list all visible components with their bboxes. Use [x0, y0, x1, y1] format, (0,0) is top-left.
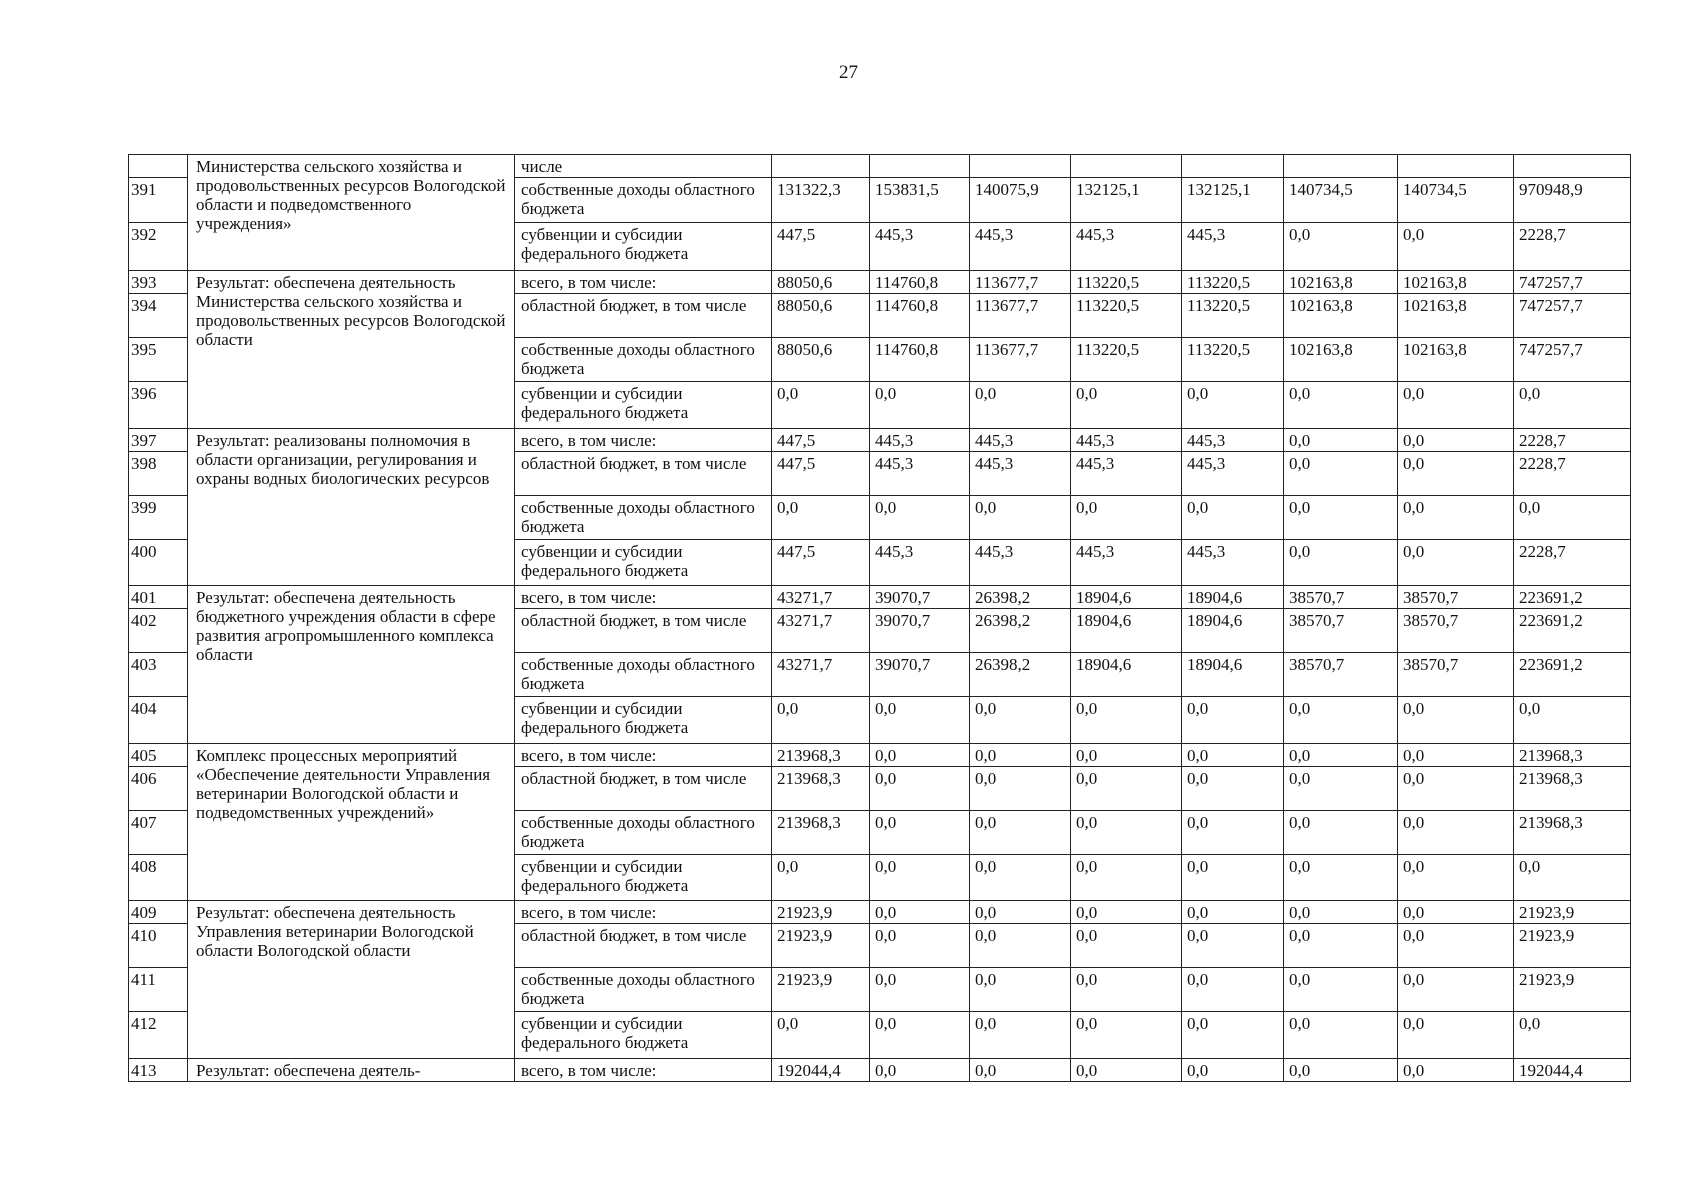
table-row	[129, 901, 1631, 924]
value-cell: 0,0	[1398, 744, 1514, 767]
value-cell	[1284, 155, 1398, 178]
value-cell: 0,0	[1284, 767, 1398, 811]
value-cell: 0,0	[1071, 697, 1182, 744]
value-cell: 0,0	[1398, 901, 1514, 924]
value-cell: 0,0	[1398, 540, 1514, 586]
funding-source: областной бюджет, в том числе	[515, 924, 772, 968]
value-cell: 0,0	[970, 968, 1071, 1012]
total-value-cell: 213968,3	[1514, 811, 1631, 855]
funding-source: всего, в том числе:	[515, 1059, 772, 1082]
row-number: 403	[129, 653, 188, 697]
value-cell: 0,0	[1071, 767, 1182, 811]
value-cell: 445,3	[970, 452, 1071, 496]
value-cell: 0,0	[1398, 1059, 1514, 1082]
funding-source: всего, в том числе:	[515, 901, 772, 924]
value-cell: 114760,8	[870, 338, 970, 382]
value-cell: 113677,7	[970, 338, 1071, 382]
value-cell: 0,0	[1284, 429, 1398, 452]
row-number: 399	[129, 496, 188, 540]
funding-source: областной бюджет, в том числе	[515, 767, 772, 811]
value-cell: 0,0	[1071, 744, 1182, 767]
value-cell: 0,0	[1071, 1012, 1182, 1059]
funding-source: субвенции и субсидии федерального бюджета	[515, 382, 772, 429]
value-cell: 26398,2	[970, 609, 1071, 653]
value-cell: 0,0	[1398, 855, 1514, 901]
value-cell: 113220,5	[1182, 271, 1284, 294]
value-cell: 0,0	[1071, 382, 1182, 429]
row-number: 407	[129, 811, 188, 855]
value-cell: 0,0	[1398, 767, 1514, 811]
value-cell: 0,0	[1071, 811, 1182, 855]
row-group-name: Результат: обеспечена деятельность Управления ветеринарии Вологодской области Вологодской области	[188, 901, 515, 1059]
value-cell: 0,0	[870, 744, 970, 767]
value-cell: 0,0	[1071, 901, 1182, 924]
total-value-cell: 223691,2	[1514, 586, 1631, 609]
value-cell: 132125,1	[1071, 178, 1182, 223]
row-group-name: Результат: обеспечена деятельность Министерства сельского хозяйства и продовольственных ресурсов Вологодской области	[188, 271, 515, 429]
row-group-name: Результат: обеспечена деятель-	[188, 1059, 515, 1082]
total-value-cell: 970948,9	[1514, 178, 1631, 223]
value-cell	[772, 155, 870, 178]
total-value-cell: 21923,9	[1514, 901, 1631, 924]
value-cell: 213968,3	[772, 767, 870, 811]
value-cell: 0,0	[1182, 697, 1284, 744]
row-number: 398	[129, 452, 188, 496]
row-number: 402	[129, 609, 188, 653]
value-cell: 445,3	[1182, 429, 1284, 452]
value-cell: 102163,8	[1284, 294, 1398, 338]
funding-source: собственные доходы областного бюджета	[515, 178, 772, 223]
row-number: 401	[129, 586, 188, 609]
value-cell: 0,0	[870, 855, 970, 901]
funding-source: субвенции и субсидии федерального бюджета	[515, 540, 772, 586]
value-cell: 113677,7	[970, 294, 1071, 338]
total-value-cell: 0,0	[1514, 855, 1631, 901]
total-value-cell: 0,0	[1514, 697, 1631, 744]
value-cell: 0,0	[1284, 1012, 1398, 1059]
value-cell: 0,0	[1284, 924, 1398, 968]
funding-source: субвенции и субсидии федерального бюджета	[515, 223, 772, 271]
value-cell: 113220,5	[1071, 294, 1182, 338]
value-cell: 445,3	[870, 540, 970, 586]
value-cell: 445,3	[1182, 540, 1284, 586]
value-cell: 102163,8	[1284, 338, 1398, 382]
value-cell: 18904,6	[1182, 586, 1284, 609]
value-cell: 38570,7	[1284, 653, 1398, 697]
value-cell: 39070,7	[870, 653, 970, 697]
value-cell: 43271,7	[772, 586, 870, 609]
funding-source: собственные доходы областного бюджета	[515, 811, 772, 855]
value-cell: 447,5	[772, 429, 870, 452]
value-cell: 445,3	[970, 223, 1071, 271]
value-cell: 0,0	[1071, 855, 1182, 901]
value-cell: 0,0	[870, 767, 970, 811]
row-number: 404	[129, 697, 188, 744]
value-cell: 113220,5	[1182, 338, 1284, 382]
value-cell: 18904,6	[1071, 609, 1182, 653]
row-number: 394	[129, 294, 188, 338]
value-cell: 0,0	[970, 744, 1071, 767]
value-cell: 0,0	[1182, 901, 1284, 924]
value-cell: 445,3	[1071, 540, 1182, 586]
row-number: 412	[129, 1012, 188, 1059]
value-cell: 39070,7	[870, 609, 970, 653]
value-cell: 445,3	[1071, 429, 1182, 452]
value-cell: 21923,9	[772, 901, 870, 924]
value-cell: 445,3	[870, 223, 970, 271]
value-cell	[1071, 155, 1182, 178]
value-cell: 0,0	[970, 496, 1071, 540]
total-value-cell: 2228,7	[1514, 540, 1631, 586]
value-cell: 0,0	[1398, 811, 1514, 855]
value-cell: 445,3	[1182, 452, 1284, 496]
value-cell: 0,0	[870, 1059, 970, 1082]
value-cell: 21923,9	[772, 968, 870, 1012]
funding-source: числе	[515, 155, 772, 178]
value-cell: 102163,8	[1398, 294, 1514, 338]
value-cell: 18904,6	[1071, 653, 1182, 697]
value-cell: 43271,7	[772, 653, 870, 697]
row-number: 410	[129, 924, 188, 968]
value-cell: 445,3	[1071, 223, 1182, 271]
value-cell: 38570,7	[1398, 586, 1514, 609]
row-number: 395	[129, 338, 188, 382]
funding-source: субвенции и субсидии федерального бюджета	[515, 855, 772, 901]
funding-source: субвенции и субсидии федерального бюджета	[515, 697, 772, 744]
value-cell: 0,0	[772, 697, 870, 744]
row-number: 413	[129, 1059, 188, 1082]
value-cell: 0,0	[870, 811, 970, 855]
value-cell: 153831,5	[870, 178, 970, 223]
value-cell: 0,0	[1284, 901, 1398, 924]
value-cell: 0,0	[1182, 1012, 1284, 1059]
value-cell: 43271,7	[772, 609, 870, 653]
value-cell: 18904,6	[1182, 653, 1284, 697]
value-cell: 0,0	[1284, 452, 1398, 496]
value-cell: 140734,5	[1284, 178, 1398, 223]
value-cell: 0,0	[970, 697, 1071, 744]
value-cell	[970, 155, 1071, 178]
value-cell: 102163,8	[1398, 338, 1514, 382]
value-cell	[1182, 155, 1284, 178]
total-value-cell: 747257,7	[1514, 294, 1631, 338]
value-cell: 0,0	[870, 901, 970, 924]
value-cell: 0,0	[1284, 744, 1398, 767]
value-cell: 0,0	[1182, 382, 1284, 429]
value-cell: 114760,8	[870, 294, 970, 338]
value-cell: 0,0	[970, 924, 1071, 968]
total-value-cell: 0,0	[1514, 1012, 1631, 1059]
table-row	[129, 429, 1631, 452]
value-cell: 0,0	[1182, 924, 1284, 968]
value-cell: 18904,6	[1071, 586, 1182, 609]
funding-source: всего, в том числе:	[515, 429, 772, 452]
value-cell: 0,0	[1071, 496, 1182, 540]
funding-source: всего, в том числе:	[515, 586, 772, 609]
value-cell: 0,0	[1284, 1059, 1398, 1082]
table-row	[129, 586, 1631, 609]
row-number: 408	[129, 855, 188, 901]
value-cell: 213968,3	[772, 811, 870, 855]
funding-source: собственные доходы областного бюджета	[515, 968, 772, 1012]
value-cell: 114760,8	[870, 271, 970, 294]
value-cell: 0,0	[970, 855, 1071, 901]
value-cell: 0,0	[1284, 223, 1398, 271]
value-cell: 26398,2	[970, 653, 1071, 697]
value-cell: 213968,3	[772, 744, 870, 767]
value-cell: 0,0	[1398, 429, 1514, 452]
total-value-cell: 213968,3	[1514, 744, 1631, 767]
value-cell: 0,0	[970, 767, 1071, 811]
value-cell: 131322,3	[772, 178, 870, 223]
value-cell: 0,0	[1398, 496, 1514, 540]
value-cell: 0,0	[870, 924, 970, 968]
budget-table	[128, 154, 1631, 1082]
value-cell: 447,5	[772, 452, 870, 496]
value-cell: 445,3	[970, 429, 1071, 452]
row-number: 396	[129, 382, 188, 429]
funding-source: собственные доходы областного бюджета	[515, 653, 772, 697]
funding-source: собственные доходы областного бюджета	[515, 338, 772, 382]
total-value-cell: 2228,7	[1514, 223, 1631, 271]
funding-source: областной бюджет, в том числе	[515, 294, 772, 338]
value-cell: 113220,5	[1182, 294, 1284, 338]
value-cell: 39070,7	[870, 586, 970, 609]
value-cell: 0,0	[772, 382, 870, 429]
row-number	[129, 155, 188, 178]
value-cell: 0,0	[1182, 855, 1284, 901]
total-value-cell: 223691,2	[1514, 609, 1631, 653]
value-cell: 38570,7	[1284, 609, 1398, 653]
value-cell: 0,0	[1071, 1059, 1182, 1082]
value-cell: 38570,7	[1398, 609, 1514, 653]
value-cell: 445,3	[1071, 452, 1182, 496]
value-cell: 0,0	[870, 697, 970, 744]
value-cell: 0,0	[1398, 452, 1514, 496]
value-cell: 0,0	[1398, 1012, 1514, 1059]
total-value-cell: 747257,7	[1514, 271, 1631, 294]
value-cell: 0,0	[1071, 968, 1182, 1012]
value-cell: 88050,6	[772, 338, 870, 382]
total-value-cell: 21923,9	[1514, 924, 1631, 968]
value-cell: 0,0	[1284, 855, 1398, 901]
value-cell: 0,0	[1182, 811, 1284, 855]
row-number: 400	[129, 540, 188, 586]
value-cell: 0,0	[1398, 968, 1514, 1012]
row-group-name: Комплекс процессных мероприятий «Обеспечение деятельности Управления ветеринарии Вологодской области и подведомственных учреждений»	[188, 744, 515, 901]
value-cell: 0,0	[870, 1012, 970, 1059]
value-cell: 113220,5	[1071, 338, 1182, 382]
row-group-name: Результат: реализованы полномочия в области организации, регулирования и охраны водных биологических ресурсов	[188, 429, 515, 586]
row-number: 409	[129, 901, 188, 924]
value-cell: 0,0	[1182, 968, 1284, 1012]
value-cell: 102163,8	[1398, 271, 1514, 294]
row-number: 411	[129, 968, 188, 1012]
value-cell: 0,0	[970, 382, 1071, 429]
value-cell: 113677,7	[970, 271, 1071, 294]
value-cell: 140734,5	[1398, 178, 1514, 223]
value-cell: 0,0	[1284, 540, 1398, 586]
value-cell: 445,3	[870, 429, 970, 452]
value-cell: 0,0	[1284, 697, 1398, 744]
value-cell	[870, 155, 970, 178]
value-cell: 0,0	[970, 901, 1071, 924]
row-number: 397	[129, 429, 188, 452]
value-cell: 0,0	[970, 1012, 1071, 1059]
value-cell: 0,0	[772, 855, 870, 901]
value-cell: 0,0	[1398, 924, 1514, 968]
value-cell: 445,3	[1182, 223, 1284, 271]
value-cell: 38570,7	[1284, 586, 1398, 609]
page-number: 27	[839, 62, 858, 83]
total-value-cell: 223691,2	[1514, 653, 1631, 697]
value-cell: 0,0	[1398, 697, 1514, 744]
value-cell: 113220,5	[1071, 271, 1182, 294]
value-cell: 445,3	[870, 452, 970, 496]
funding-source: областной бюджет, в том числе	[515, 452, 772, 496]
value-cell: 0,0	[1071, 924, 1182, 968]
value-cell: 21923,9	[772, 924, 870, 968]
value-cell: 0,0	[1284, 496, 1398, 540]
value-cell: 0,0	[1182, 496, 1284, 540]
funding-source: всего, в том числе:	[515, 271, 772, 294]
value-cell: 88050,6	[772, 294, 870, 338]
value-cell	[1398, 155, 1514, 178]
value-cell: 26398,2	[970, 586, 1071, 609]
value-cell: 0,0	[1182, 744, 1284, 767]
value-cell: 0,0	[1398, 382, 1514, 429]
value-cell: 0,0	[970, 1059, 1071, 1082]
value-cell: 445,3	[970, 540, 1071, 586]
value-cell: 0,0	[1182, 767, 1284, 811]
row-number: 392	[129, 223, 188, 271]
value-cell: 0,0	[772, 1012, 870, 1059]
value-cell: 447,5	[772, 540, 870, 586]
value-cell: 0,0	[870, 496, 970, 540]
value-cell: 192044,4	[772, 1059, 870, 1082]
funding-source: всего, в том числе:	[515, 744, 772, 767]
value-cell: 18904,6	[1182, 609, 1284, 653]
total-value-cell: 747257,7	[1514, 338, 1631, 382]
value-cell: 88050,6	[772, 271, 870, 294]
value-cell: 102163,8	[1284, 271, 1398, 294]
row-number: 406	[129, 767, 188, 811]
total-value-cell: 0,0	[1514, 496, 1631, 540]
row-number: 405	[129, 744, 188, 767]
value-cell: 38570,7	[1398, 653, 1514, 697]
value-cell: 0,0	[1182, 1059, 1284, 1082]
total-value-cell: 213968,3	[1514, 767, 1631, 811]
table-row	[129, 744, 1631, 767]
total-value-cell: 192044,4	[1514, 1059, 1631, 1082]
value-cell: 0,0	[1398, 223, 1514, 271]
row-group-name: Министерства сельского хозяйства и продовольственных ресурсов Вологодской области и подведомственного учреждения»	[188, 155, 515, 271]
funding-source: собственные доходы областного бюджета	[515, 496, 772, 540]
row-number: 391	[129, 178, 188, 223]
table-row	[129, 1059, 1631, 1082]
value-cell: 140075,9	[970, 178, 1071, 223]
row-group-name: Результат: обеспечена деятельность бюджетного учреждения области в сфере развития агропромышленного комплекса области	[188, 586, 515, 744]
table-row	[129, 271, 1631, 294]
value-cell: 0,0	[870, 382, 970, 429]
value-cell: 132125,1	[1182, 178, 1284, 223]
value-cell: 447,5	[772, 223, 870, 271]
total-value-cell: 2228,7	[1514, 429, 1631, 452]
table-row	[129, 155, 1631, 178]
value-cell: 0,0	[1284, 811, 1398, 855]
total-value-cell: 0,0	[1514, 382, 1631, 429]
total-value-cell: 21923,9	[1514, 968, 1631, 1012]
table-body	[129, 155, 1631, 1082]
total-value-cell	[1514, 155, 1631, 178]
value-cell: 0,0	[870, 968, 970, 1012]
total-value-cell: 2228,7	[1514, 452, 1631, 496]
value-cell: 0,0	[970, 811, 1071, 855]
funding-source: областной бюджет, в том числе	[515, 609, 772, 653]
funding-source: субвенции и субсидии федерального бюджета	[515, 1012, 772, 1059]
value-cell: 0,0	[772, 496, 870, 540]
value-cell: 0,0	[1284, 968, 1398, 1012]
value-cell: 0,0	[1284, 382, 1398, 429]
row-number: 393	[129, 271, 188, 294]
